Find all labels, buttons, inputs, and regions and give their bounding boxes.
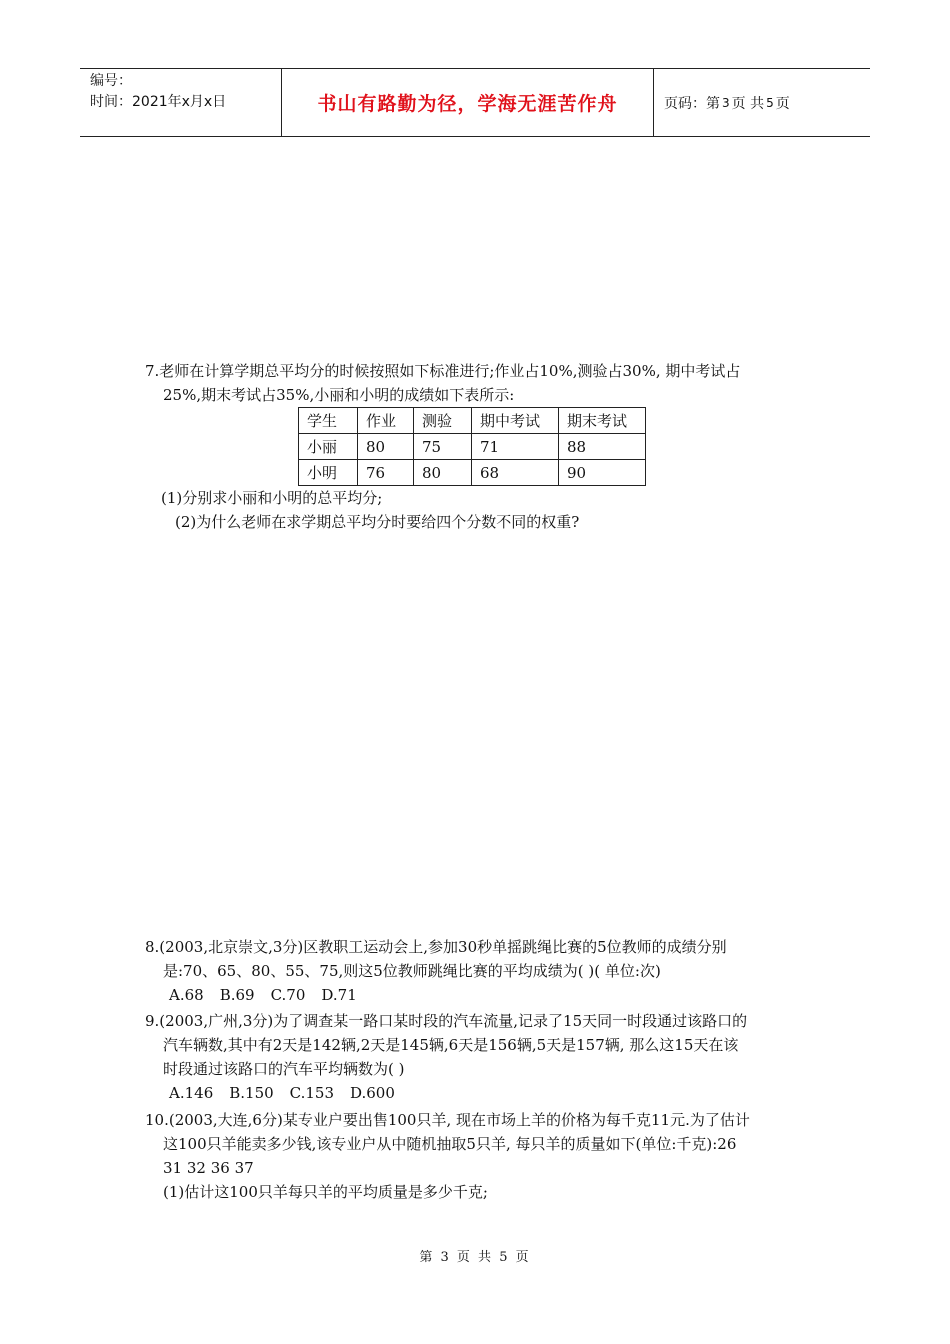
question-9-line-3: 时段通过该路口的汽车平均辆数为( ) [163, 1060, 405, 1078]
question-7-sub-1: (1)分别求小丽和小明的总平均分; [161, 489, 383, 507]
question-9 [145, 1009, 747, 1105]
table-row [299, 434, 646, 460]
page-prefix: 页码：第 [664, 95, 720, 112]
page-mid: 页 共 [731, 95, 765, 112]
table-header-cell: 学生 [299, 408, 358, 434]
option-b: B.69 [219, 986, 255, 1004]
table-cell: 小丽 [299, 434, 358, 460]
document-time: 时间：2021年x月x日 [90, 94, 227, 110]
question-7 [145, 359, 740, 407]
table-cell: 90 [559, 460, 646, 486]
table-header-cell: 测验 [414, 408, 472, 434]
table-cell: 80 [414, 460, 472, 486]
question-10-sub-1: (1)估计这100只羊每只羊的平均质量是多少千克; [163, 1183, 488, 1201]
table-header-cell: 期末考试 [559, 408, 646, 434]
table-cell: 76 [358, 460, 414, 486]
question-8-line-1: 8.(2003,北京崇文,3分)区教职工运动会上,参加30秒单摇跳绳比赛的5位教师的成绩分别 [145, 938, 727, 956]
table-header-cell: 作业 [358, 408, 414, 434]
option-d: D.600 [350, 1084, 395, 1102]
score-table [298, 407, 646, 486]
question-8-line-2: 是:70、65、80、55、75,则这5位教师跳绳比赛的平均成绩为( )( 单位:次) [163, 962, 661, 980]
question-7-line-1: 7.老师在计算学期总平均分的时候按照如下标准进行;作业占10%,测验占30%, 期中考试占 [145, 362, 741, 380]
option-c: C.70 [270, 986, 306, 1004]
question-10-line-3: 31 32 36 37 [163, 1159, 254, 1177]
table-cell: 68 [472, 460, 559, 486]
table-header-row [299, 408, 646, 434]
option-a: A.68 [169, 986, 204, 1004]
table-cell: 75 [414, 434, 472, 460]
header-page-info [654, 69, 870, 136]
table-cell: 71 [472, 434, 559, 460]
option-d: D.71 [321, 986, 357, 1004]
page-suffix: 页 [775, 95, 790, 112]
question-10-line-2: 这100只羊能卖多少钱,该专业户从中随机抽取5只羊, 每只羊的质量如下(单位:千克):26 [163, 1135, 737, 1153]
question-9-line-2: 汽车辆数,其中有2天是142辆,2天是145辆,6天是156辆,5天是157辆, 那么这15天在该 [163, 1036, 739, 1054]
header-meta [80, 69, 281, 136]
page-header [80, 68, 870, 137]
question-7-sub-2: (2)为什么老师在求学期总平均分时要给四个分数不同的权重? [175, 513, 580, 531]
table-cell: 小明 [299, 460, 358, 486]
table-cell: 80 [358, 434, 414, 460]
question-8 [145, 935, 727, 1007]
table-header-cell: 期中考试 [472, 408, 559, 434]
option-a: A.146 [169, 1084, 214, 1102]
option-c: C.153 [289, 1084, 334, 1102]
table-cell: 88 [559, 434, 646, 460]
question-9-line-1: 9.(2003,广州,3分)为了调查某一路口某时段的汽车流量,记录了15天同一时段通过该路口的 [145, 1012, 748, 1030]
question-8-options [145, 983, 727, 1007]
question-10-line-1: 10.(2003,大连,6分)某专业户要出售100只羊, 现在市场上羊的价格为每千克11元.为了估计 [145, 1111, 750, 1129]
page-current: 3 [722, 95, 730, 110]
question-9-options [145, 1081, 747, 1105]
document-number-label: 编号： [90, 73, 132, 89]
header-motto: 书山有路勤为径，学海无涯苦作舟 [281, 69, 654, 136]
page-footer: 第 3 页 共 5 页 [419, 1250, 531, 1265]
question-7-line-2: 25%,期末考试占35%,小丽和小明的成绩如下表所示: [163, 386, 515, 404]
question-7-subquestions [161, 486, 579, 534]
question-10 [145, 1108, 750, 1204]
page-total: 5 [766, 95, 774, 110]
option-b: B.150 [229, 1084, 274, 1102]
table-row [299, 460, 646, 486]
